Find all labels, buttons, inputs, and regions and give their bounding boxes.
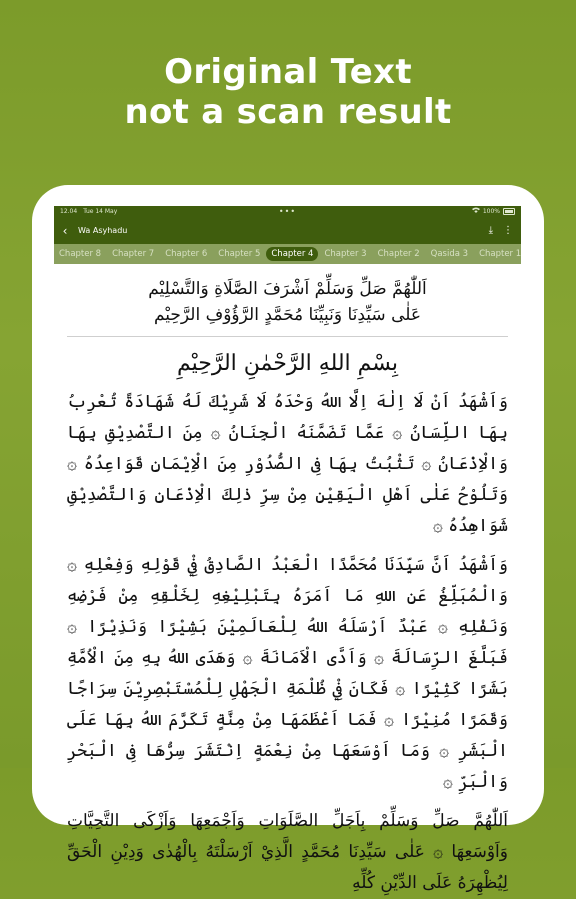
- status-bar: [54, 206, 521, 217]
- app-screen: [54, 206, 522, 893]
- status-date: Tue 14 May: [83, 208, 118, 215]
- salawat-line-2: عَلٰى سَيِّدِنَا وَنَبِيِّنَا مُحَمَّدٍ الرَّؤُوْفِ الرَّحِيْم: [153, 305, 422, 325]
- text-paragraph-3: اَللّٰهُمَّ صَلِّ وَسَلِّمْ بِاَجَلِّ الصَّلَوَاتِ وَاَجْمَعِهَا وَاَزْكَى التَّحِيَّاتِ وَاَوْسَعِهَا ۞ عَلٰى سَيِّدِنَا مُحَمَّدٍ الَّذِيْ اَرْسَلْتَهُ بِالْهُدٰى وَدِيْنِ الْحَقِّ لِيُظْهِرَهُ عَلَى الدِّيْنِ كُلِّهِ: [67, 811, 508, 893]
- salawat-line-1: اَللّٰهُمَّ صَلِّ وَسَلِّمْ اَشْرَفَ الصَّلَاةِ وَالتَّسْلِيْم: [148, 279, 427, 299]
- bismillah-calligraphy: بِسْمِ اللهِ الرَّحْمٰنِ الرَّحِيْمِ: [176, 351, 399, 376]
- battery-icon: [503, 208, 515, 215]
- tab-chapter-2[interactable]: Chapter 2: [377, 249, 420, 259]
- tab-chapter-5[interactable]: Chapter 5: [218, 249, 261, 259]
- promo-headline: [0, 52, 576, 132]
- wifi-icon: [472, 206, 480, 217]
- promo-line-2: not a scan result: [124, 92, 452, 132]
- tab-qasida-3[interactable]: Qasida 3: [430, 249, 469, 259]
- chapter-tabs: [54, 244, 521, 264]
- text-paragraph-2: وَاَشْهَدُ اَنَّ سَيِّدَنَا مُحَمَّدًا الْعَبْدُ الصَّادِقُ فِيْ قَوْلِهِ وَفِعْلِهِ ۞ وَالْمُبَلِّغُ عَنِ اللهِ مَا اَمَرَهُ بِتَبْلِيْغِهِ لِخَلْقِهِ مِنْ فَرْضِهِ وَنَفْلِهِ ۞ عَبْدٌ اَرْسَلَهُ اللهُ لِلْعَالَمِيْنَ بَشِيْرًا وَنَذِيْرًا ۞ فَبَلَّغَ الرِّسَالَةَ ۞ وَاَدَّى الْاَمَانَةَ ۞ وَهَدَى اللهُ بِهِ مِنَ الْاُمَّةِ بَشَرًا كَثِيْرًا ۞ فَكَانَ فِيْ ظُلْمَةِ الْجَهْلِ لِلْمُسْتَبْصِرِيْنَ سِرَاجًا وَقَمَرًا مُنِيْرًا ۞ فَمَا اَعْظَمَهَا مِنْ مِنَّةٍ تَكَرَّمَ اللهُ بِهَا عَلَى الْبَشَرِ ۞ وَمَا اَوْسَعَهَا مِنْ نِعْمَةٍ اِنْتَشَرَ سِرُّهَا فِى الْبَحْرِ وَالْبَرِّ ۞: [67, 555, 508, 792]
- status-time: 12.04: [60, 208, 78, 215]
- tab-chapter-7[interactable]: Chapter 7: [112, 249, 155, 259]
- tab-chapter-3[interactable]: Chapter 3: [324, 249, 367, 259]
- promo-line-1: Original Text: [164, 52, 412, 92]
- nav-bar: [54, 217, 521, 244]
- download-icon[interactable]: ⤓: [488, 225, 493, 236]
- multitask-dots-icon: •••: [278, 207, 297, 216]
- tab-chapter-4[interactable]: Chapter 4: [266, 247, 318, 261]
- reader-content: [54, 264, 521, 899]
- back-chevron-icon[interactable]: ‹: [62, 223, 68, 238]
- divider: [67, 336, 508, 337]
- nav-title: Wa Asyhadu: [78, 226, 128, 235]
- tab-chapter-1[interactable]: Chapter 1: [479, 249, 522, 259]
- salawat-header: [67, 276, 508, 328]
- text-paragraph-1: وَاَشْهَدُ اَنْ لَا اِلٰهَ اِلَّا اللهُ وَحْدَهُ لَا شَرِيْكَ لَهُ شَهَادَةً تُعْرِبُ بِهَا اللِّسَانُ ۞ عَمَّا تَضَمَّنَهُ الْجِنَانُ ۞ مِنَ التَّصْدِيْقِ بِهَا وَالْاِذْعَانُ ۞ تَثْبُتُ بِهَا فِى الصُّدُوْرِ مِنَ الْاِيْمَانِ قَوَاعِدُهُ ۞ وَتَلُوْحُ عَلٰى اَهْلِ الْيَقِيْنِ مِنْ سِرِّ ذٰلِكَ الْاِذْعَانِ وَالتَّصْدِيْقِ شَوَاهِدُهُ ۞: [67, 392, 508, 536]
- battery-percent: 100%: [482, 208, 500, 215]
- more-icon[interactable]: ⋮: [503, 225, 513, 236]
- tab-chapter-6[interactable]: Chapter 6: [165, 249, 208, 259]
- tab-chapter-8[interactable]: Chapter 8: [59, 249, 102, 259]
